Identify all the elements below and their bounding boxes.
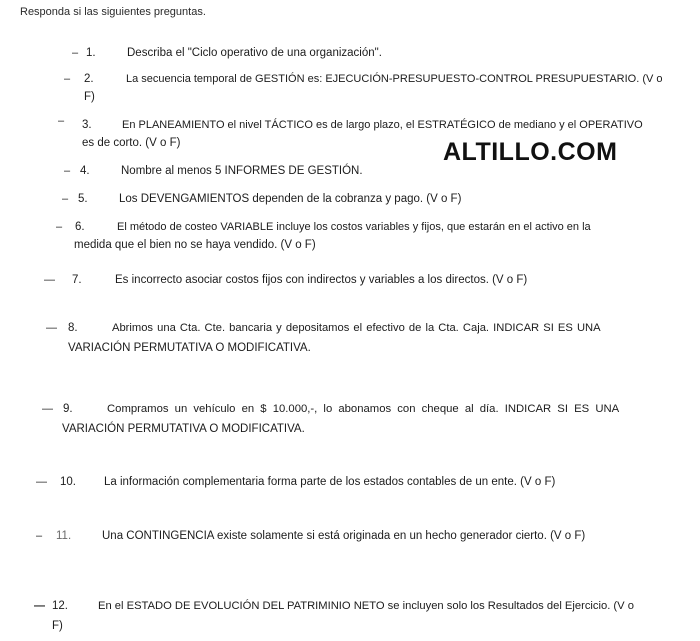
question-text-continued: VARIACIÓN PERMUTATIVA O MODIFICATIVA. — [68, 342, 311, 354]
question-number: 2. — [84, 73, 94, 85]
question-text: Abrimos una Cta. Cte. bancaria y depositamos el efectivo de la Cta. Caja. INDICAR SI ES UNA — [112, 322, 601, 334]
question-text-continued: F) — [52, 620, 63, 632]
question-text: Compramos un vehículo en $ 10.000,-, lo abonamos con cheque al día. INDICAR SI ES UNA — [107, 403, 620, 415]
question-11 — [0, 527, 700, 547]
question-6 — [0, 218, 700, 256]
question-text: En el ESTADO DE EVOLUCIÓN DEL PATRIMINIO NETO se incluyen solo los Resultados del Ejercicio. (V o — [98, 600, 634, 612]
question-text: El método de costeo VARIABLE incluye los costos variables y fijos, que estarán en el activo en la — [117, 221, 591, 233]
bullet-dash: — — [44, 274, 55, 286]
question-7 — [0, 271, 700, 291]
question-8 — [0, 319, 700, 357]
question-text: La información complementaria forma parte de los estados contables de un ente. (V o F) — [104, 476, 556, 488]
bullet-dash: – — [58, 115, 65, 127]
question-number: 9. — [63, 403, 73, 415]
instructions-text: Responda si las siguientes preguntas. — [20, 6, 206, 18]
bullet-dash: – — [62, 193, 69, 205]
bullet-dash: — — [34, 600, 45, 612]
watermark-logo: ALTILLO.COM — [443, 138, 618, 166]
bullet-dash: – — [72, 47, 79, 59]
question-1 — [0, 44, 700, 64]
question-number: 8. — [68, 322, 78, 334]
question-number: 10. — [60, 476, 76, 488]
question-text-continued: es de corto. (V o F) — [82, 137, 181, 149]
question-number: 7. — [72, 274, 82, 286]
question-number: 12. — [52, 600, 68, 612]
question-9 — [0, 400, 700, 438]
question-text: Una CONTINGENCIA existe solamente si está originada en un hecho generador cierto. (V o F) — [102, 530, 586, 542]
question-10 — [0, 473, 700, 493]
bullet-dash: – — [64, 165, 71, 177]
question-number: 6. — [75, 221, 85, 233]
question-text: Nombre al menos 5 INFORMES DE GESTIÓN. — [121, 165, 363, 177]
bullet-dash: – — [56, 221, 63, 233]
question-5 — [0, 190, 700, 210]
question-number: 3. — [82, 119, 92, 131]
question-2 — [0, 70, 700, 108]
bullet-dash: – — [36, 530, 43, 542]
question-number: 11. — [56, 530, 72, 542]
bullet-dash: — — [42, 403, 53, 415]
question-number: 4. — [80, 165, 90, 177]
question-text-continued: medida que el bien no se haya vendido. (V o F) — [74, 239, 316, 251]
question-number: 1. — [86, 47, 96, 59]
bullet-dash: — — [46, 322, 57, 334]
question-12 — [0, 597, 700, 635]
question-text: Es incorrecto asociar costos fijos con indirectos y variables a los directos. (V o F) — [115, 274, 528, 286]
question-number: 5. — [78, 193, 88, 205]
bullet-dash: — — [36, 476, 47, 488]
question-text: Los DEVENGAMIENTOS dependen de la cobranza y pago. (V o F) — [119, 193, 462, 205]
question-text-continued: F) — [84, 91, 95, 103]
question-text: En PLANEAMIENTO el nivel TÁCTICO es de largo plazo, el ESTRATÉGICO de mediano y el OPERATIVO — [122, 119, 643, 131]
question-text: Describa el "Ciclo operativo de una organización". — [127, 47, 382, 59]
question-3 — [0, 116, 700, 154]
bullet-dash: – — [64, 73, 71, 85]
question-text: La secuencia temporal de GESTIÓN es: EJECUCIÓN-PRESUPUESTO-CONTROL PRESUPUESTARIO. (V o — [126, 73, 663, 85]
question-text-continued: VARIACIÓN PERMUTATIVA O MODIFICATIVA. — [62, 423, 305, 435]
question-4 — [0, 162, 700, 182]
